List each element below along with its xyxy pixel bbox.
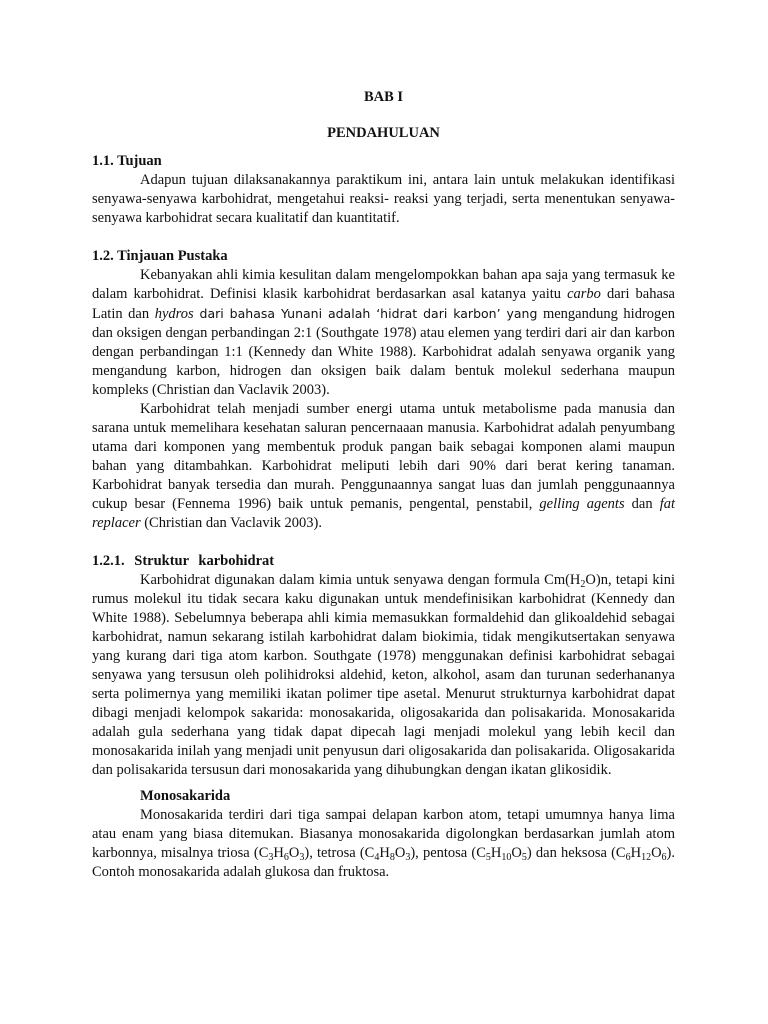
chapter-number: BAB I bbox=[363, 89, 404, 105]
section-title-struktur-karbohidrat: 1.2.1. Struktur karbohidrat bbox=[92, 553, 275, 569]
paragraph-struktur-karbohidrat: Karbohidrat digunakan dalam kimia untuk senyawa dengan formula $Cm(H_2O)n$, tetapi kini rumus molekul itu tidak secara kaku digunakan untuk mendefinisikan karbohidrat (Kennedy dan White 1988). Sebelumnya beberapa ahli kimia memasukkan formaldehid dan glikoaldehid sebagai karbohidrat, namun sekarang istilah karbohidrat dalam biokimia, tidak mengikutsertakan senyawa yang kurang dari tiga atom karbon. Southgate (1978) menggunakan definisi karbohidrat sebagai senyawa yang tersusun oleh polihidroksi aldehid, keton, alkohol, asam dan turunan sederhananya serta polimernya yang memiliki ikatan polimer tipe asetal. Menurut strukturnya karbohidrat dapat dibagi menjadi kelompok sakarida: monosakarida, oligosakarida dan polisakarida. Monosakarida adalah gula sederhana yang tidak dapat dipecah lagi menjadi molekul yang lebih kecil dan monosakarida inilah yang menjadi unit penyusun dari oligosakarida dan polisakarida. Oligosakarida dan polisakarida tersusun dari monosakarida yang dihubungkan dengan ikatan glikosidik. bbox=[92, 572, 675, 778]
term-hydros: hydros bbox=[154, 306, 194, 322]
section-title-tinjauan-pustaka: 1.2. Tinjauan Pustaka bbox=[92, 248, 228, 264]
subsection-title-monosakarida: Monosakarida bbox=[140, 788, 231, 804]
term-carbo: carbo bbox=[567, 286, 601, 302]
document-content bbox=[92, 86, 675, 882]
term-fat-replacer: fat replacer bbox=[92, 496, 675, 531]
section-title-tujuan: 1.1. Tujuan bbox=[92, 153, 162, 169]
paragraph-sumber-energi: Karbohidrat telah menjadi sumber energi utama untuk metabolisme pada manusia dan sarana untuk memelihara kesehatan saluran pencernaaan manusia. Karbohidrat adalah penyumbang utama dari komponen yang membentuk produk pangan baik sebagai komponen alami maupun bahan yang ditambahkan. Karbohidrat meliputi lebih dari 90% dari berat kering tanaman. Karbohidrat banyak tersedia dan murah. Penggunaannya sangat luas dan jumlah penggunaannya cukup besar (Fennema 1996) baik untuk pemanis, pengental, penstabil, gelling agents dan fat replacer (Christian dan Vaclavik 2003). bbox=[92, 401, 675, 531]
paragraph-tujuan: Adapun tujuan dilaksanakannya paraktikum ini, antara lain untuk melakukan identifikasi senyawa-senyawa karbohidrat, mengetahui reaksi- reaksi yang terjadi, serta menentukan senyawa-senyawa karbohidrat secara kualitatif dan kuantitatif. bbox=[92, 172, 675, 226]
chapter-title: PENDAHULUAN bbox=[327, 125, 440, 141]
paragraph-definisi-karbohidrat: Kebanyakan ahli kimia kesulitan dalam mengelompokkan bahan apa saja yang termasuk ke dalam karbohidrat. Definisi klasik karbohidrat berdasarkan asal katanya yaitu carbo dari bahasa Latin dan hydros dari bahasa Yunani adalah ‘hidrat dari karbon’ yang mengandung hidrogen dan oksigen dengan perbandingan 2:1 (Southgate 1978) atau elemen yang terdiri dari air dan karbon dengan perbandingan 1:1 (Kennedy dan White 1988). Karbohidrat adalah senyawa organik yang mengandung karbon, hidrogen dan oksigen baik dalam bentuk molekul sederhana maupun kompleks (Christian dan Vaclavik 2003). bbox=[92, 267, 675, 398]
paragraph-monosakarida: Monosakarida terdiri dari tiga sampai delapan karbon atom, tetapi umumnya hanya lima atau enam yang biasa ditemukan. Biasanya monosakarida digolongkan berdasarkan jumlah atom karbonnya, misalnya triosa $(C_3H_6O_3)$, tetrosa $(C_4H_8O_3)$, pentosa $(C_5H_{10}O_5)$ dan heksosa $(C_6H_{12}O_6)$. Contoh monosakarida adalah glukosa dan fruktosa. bbox=[92, 807, 676, 880]
term-gelling-agents: gelling agents bbox=[539, 496, 625, 512]
